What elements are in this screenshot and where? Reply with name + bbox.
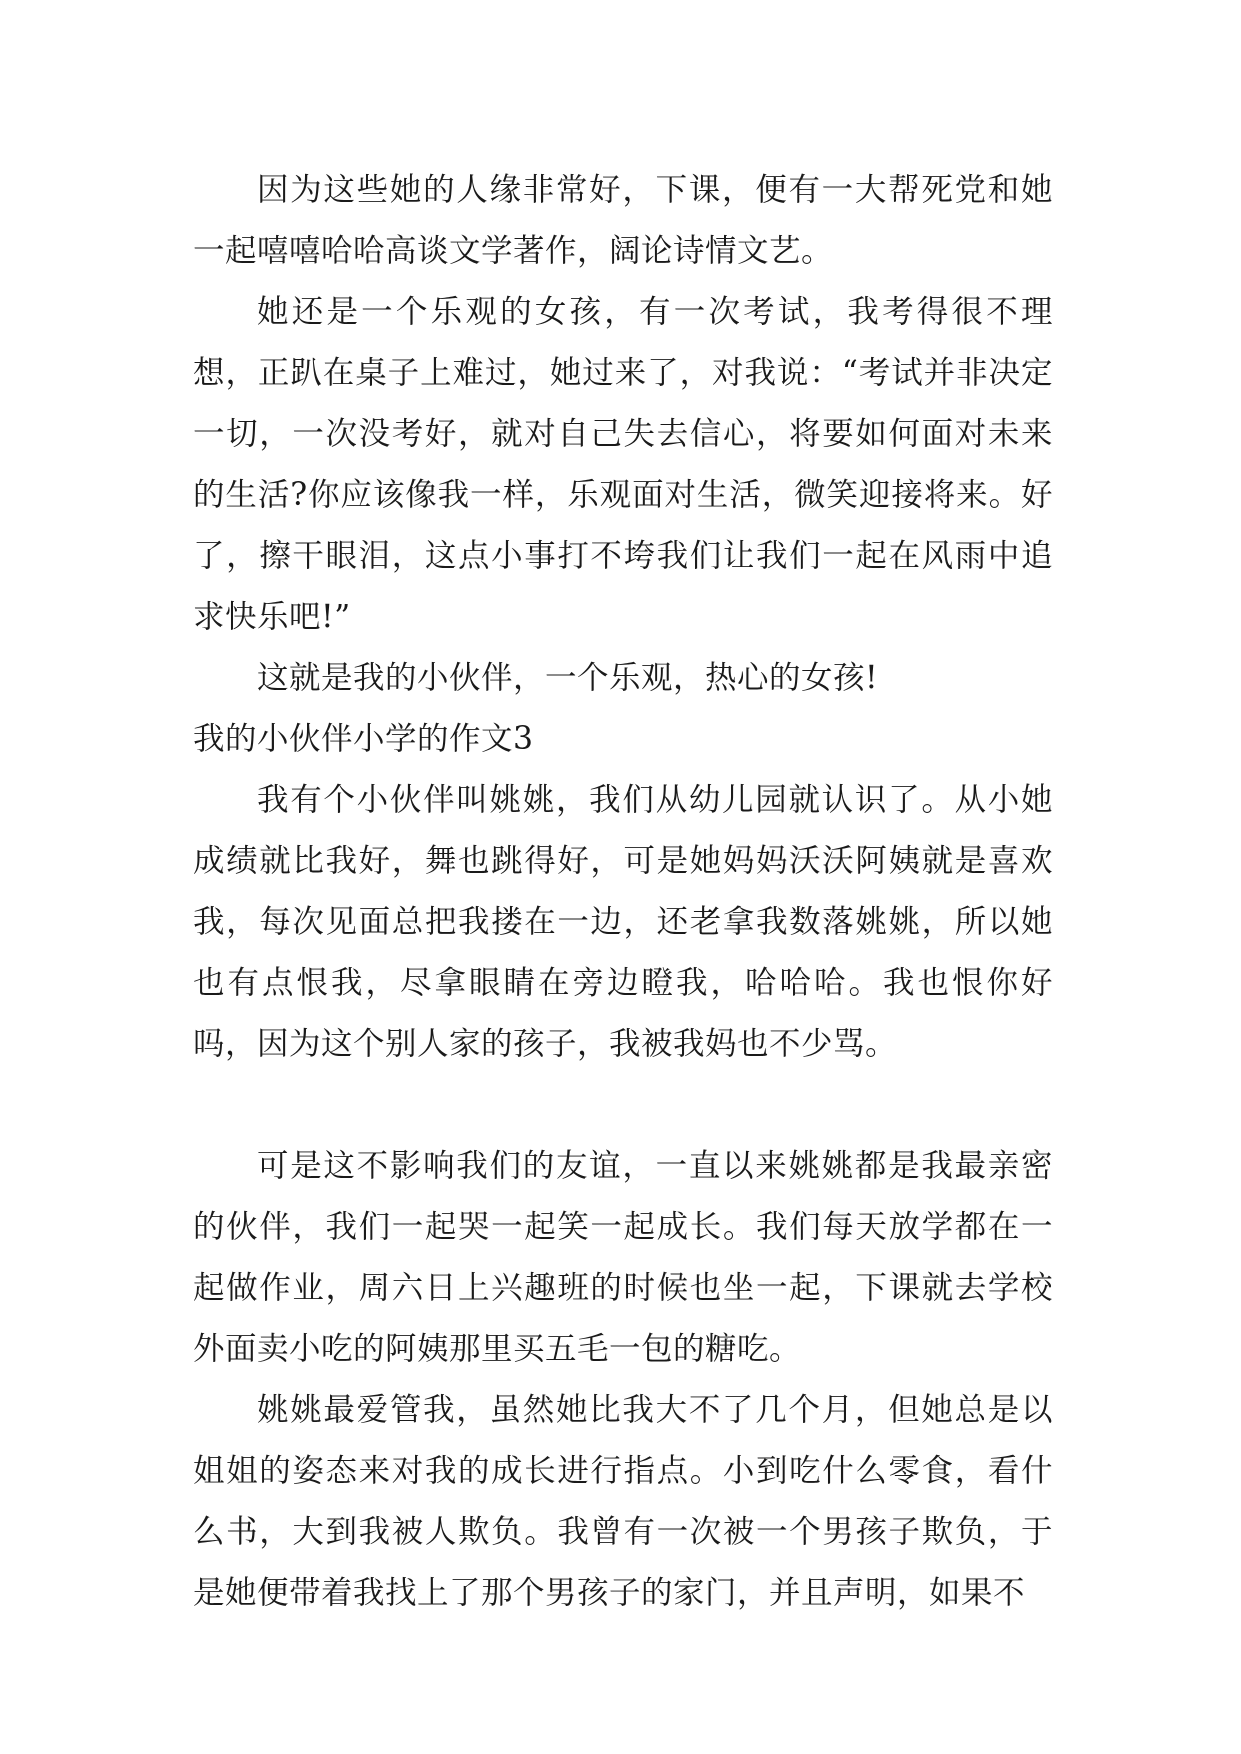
section-heading: 我的小伙伴小学的作文3: [193, 721, 534, 757]
paragraph: 姚姚最爱管我，虽然她比我大不了几个月，但她总是以姐姐的姿态来对我的成长进行指点。小到吃什么零食，看什么书，大到我被人欺负。我曾有一次被一个男孩子欺负，于是她便带着我找上了那个男孩子的家门，并且声明，如果不: [193, 1392, 1053, 1611]
paragraph: 这就是我的小伙伴，一个乐观，热心的女孩!: [257, 660, 879, 696]
document-body: [193, 160, 1053, 1624]
paragraph: 她还是一个乐观的女孩，有一次考试，我考得很不理想，正趴在桌子上难过，她过来了，对我说：“考试并非决定一切，一次没考好，就对自己失去信心，将要如何面对未来的生活?你应该像我一样，乐观面对生活，微笑迎接将来。好了，擦干眼泪，这点小事打不垮我们让我们一起在风雨中追求快乐吧!”: [193, 294, 1053, 635]
paragraph: 我有个小伙伴叫姚姚，我们从幼儿园就认识了。从小她成绩就比我好，舞也跳得好，可是她妈妈沃沃阿姨就是喜欢我，每次见面总把我搂在一边，还老拿我数落姚姚，所以她也有点恨我，尽拿眼睛在旁边瞪我，哈哈哈。我也恨你好吗，因为这个别人家的孩子，我被我妈也不少骂。: [193, 782, 1053, 1062]
blank-line: [193, 1075, 1053, 1136]
paragraph: 可是这不影响我们的友谊，一直以来姚姚都是我最亲密的伙伴，我们一起哭一起笑一起成长。我们每天放学都在一起做作业，周六日上兴趣班的时候也坐一起，下课就去学校外面卖小吃的阿姨那里买五毛一包的糖吃。: [193, 1148, 1053, 1367]
paragraph: 因为这些她的人缘非常好，下课，便有一大帮死党和她一起嘻嘻哈哈高谈文学著作，阔论诗情文艺。: [193, 172, 1053, 269]
